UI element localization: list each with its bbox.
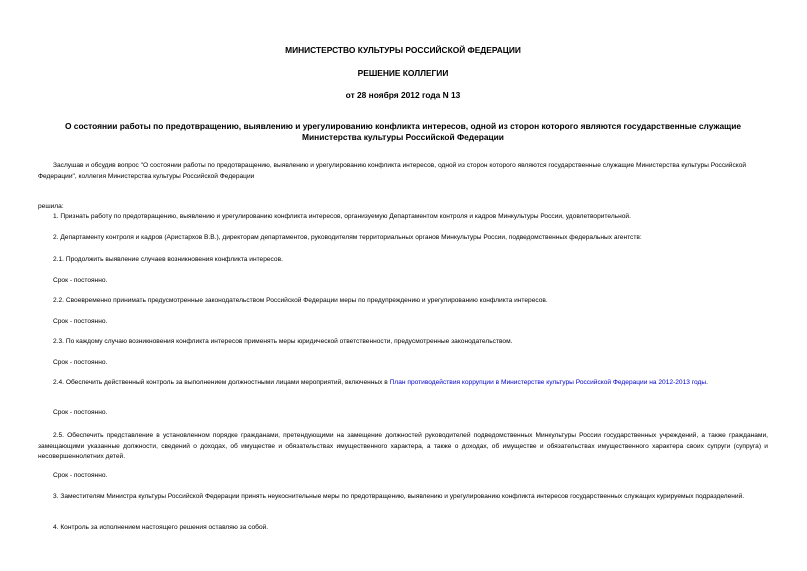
term-5: Срок - постоянно. <box>53 472 108 479</box>
resolved-label: решила: <box>38 203 64 210</box>
item-1: 1. Признать работу по предотвращению, выявлению и урегулированию конфликта интересов, организуемую Департаментом контроля и кадров Минкультуры России, удовлетворительной. <box>53 213 631 220</box>
item-2-2: 2.2. Своевременно принимать предусмотренные законодательством Российской Федерации меры по предупреждению и урегулированию конфликта интересов. <box>53 297 548 304</box>
item-4: 4. Контроль за исполнением настоящего решения оставляю за собой. <box>53 524 269 531</box>
ministry-heading: МИНИСТЕРСТВО КУЛЬТУРЫ РОССИЙСКОЙ ФЕДЕРАЦИИ <box>285 45 521 55</box>
item-2-1: 2.1. Продолжить выявление случаев возникновения конфликта интересов. <box>53 256 283 263</box>
item-2-4-end: . <box>706 379 708 386</box>
item-3: 3. Заместителям Министра культуры Российской Федерации принять неукоснительные меры по предотвращению, выявлению и урегулированию конфликта интересов государственных служащих курируемых подразделений. <box>53 493 745 500</box>
term-1: Срок - постоянно. <box>53 277 108 284</box>
item-2: 2. Департаменту контроля и кадров (Аристархов В.В.), директорам департаментов, руководителям территориальных органов Минкультуры России, подведомственных федеральных агентств: <box>53 234 642 241</box>
term-2: Срок - постоянно. <box>53 318 108 325</box>
item-2-3: 2.3. По каждому случаю возникновения конфликта интересов применять меры юридической ответственности, предусмотренные законодательством. <box>53 338 513 345</box>
doc-type-heading: РЕШЕНИЕ КОЛЛЕГИИ <box>357 68 449 78</box>
date-line: от 28 ноября 2012 года N 13 <box>345 90 461 100</box>
item-2-4 <box>38 378 768 389</box>
term-4: Срок - постоянно. <box>53 409 108 416</box>
document-title: О состоянии работы по предотвращению, выявлению и урегулированию конфликта интересов, одной из сторон которого являются государственные служащие Министерства культуры Российской Федерации <box>64 121 742 142</box>
anticorruption-plan-link[interactable]: План противодействия коррупции в Министерстве культуры Российской Федерации на 2012-2013 годы <box>389 379 707 386</box>
item-2-4-text: 2.4. Обеспечить действенный контроль за выполнением должностными лицами мероприятий, включенных в <box>53 379 388 386</box>
item-2-5: 2.5. Обеспечить представление в установленном порядке гражданами, претендующими на замещение должностей руководителей подведомственных Минкультуры России государственных учреждений, а также гражданами, замещающими указанные должности, сведений о доходах, об имуществе и обязательствах имущественного характера, а также о доходах, об имуществе и обязательствах имущественного характера своих супруги (супруга) и несовершеннолетних детей. <box>38 432 768 460</box>
term-3: Срок - постоянно. <box>53 359 108 366</box>
intro-paragraph: Заслушав и обсудив вопрос "О состоянии работы по предотвращению, выявлению и урегулированию конфликта интересов, одной из сторон которого являются государственные служащие Министерства культуры Российской Федерации", коллегия Министерства культуры Российской Федерации <box>38 162 747 180</box>
